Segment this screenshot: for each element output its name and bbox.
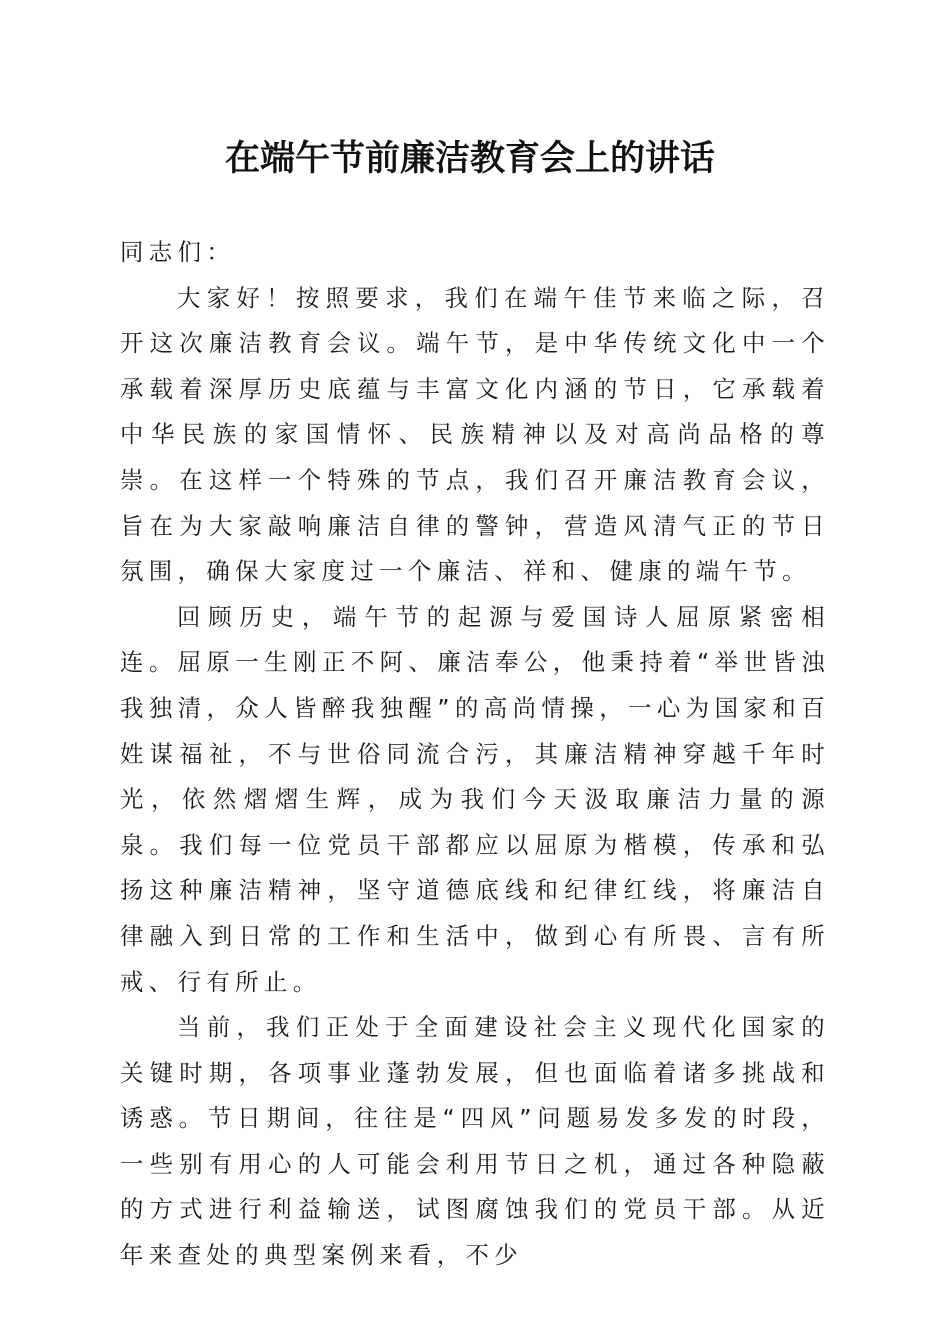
paragraph: 大家好！按照要求，我们在端午佳节来临之际，召开这次廉洁教育会议。端午节，是中华传统文化中一个承载着深厚历史底蕴与丰富文化内涵的节日，它承载着中华民族的家国情怀、民族精神以及对高尚品格的尊崇。在这样一个特殊的节点，我们召开廉洁教育会议，旨在为大家敲响廉洁自律的警钟，营造风清气正的节日氛围，确保大家度过一个廉洁、祥和、健康的端午节。	[120, 283, 830, 586]
salutation: 同志们：	[120, 238, 236, 266]
document-body	[120, 230, 830, 1279]
document-title: 在端午节前廉洁教育会上的讲话	[224, 138, 715, 179]
paragraph: 当前，我们正处于全面建设社会主义现代化国家的关键时期，各项事业蓬勃发展，但也面临着诸多挑战和诱惑。节日期间，往往是“四风”问题易发多发的时段，一些别有用心的人可能会利用节日之机，通过各种隐蔽的方式进行利益输送，试图腐蚀我们的党员干部。从近年来查处的典型案例来看，不少	[120, 1013, 830, 1270]
paragraph: 回顾历史，端午节的起源与爱国诗人屈原紧密相连。屈原一生刚正不阿、廉洁奉公，他秉持着“举世皆浊我独清，众人皆醉我独醒”的高尚情操，一心为国家和百姓谋福祉，不与世俗同流合污，其廉洁精神穿越千年时光，依然熠熠生辉，成为我们今天汲取廉洁力量的源泉。我们每一位党员干部都应以屈原为楷模，传承和弘扬这种廉洁精神，坚守道德底线和纪律红线，将廉洁自律融入到日常的工作和生活中，做到心有所畏、言有所戒、行有所止。	[120, 602, 830, 996]
